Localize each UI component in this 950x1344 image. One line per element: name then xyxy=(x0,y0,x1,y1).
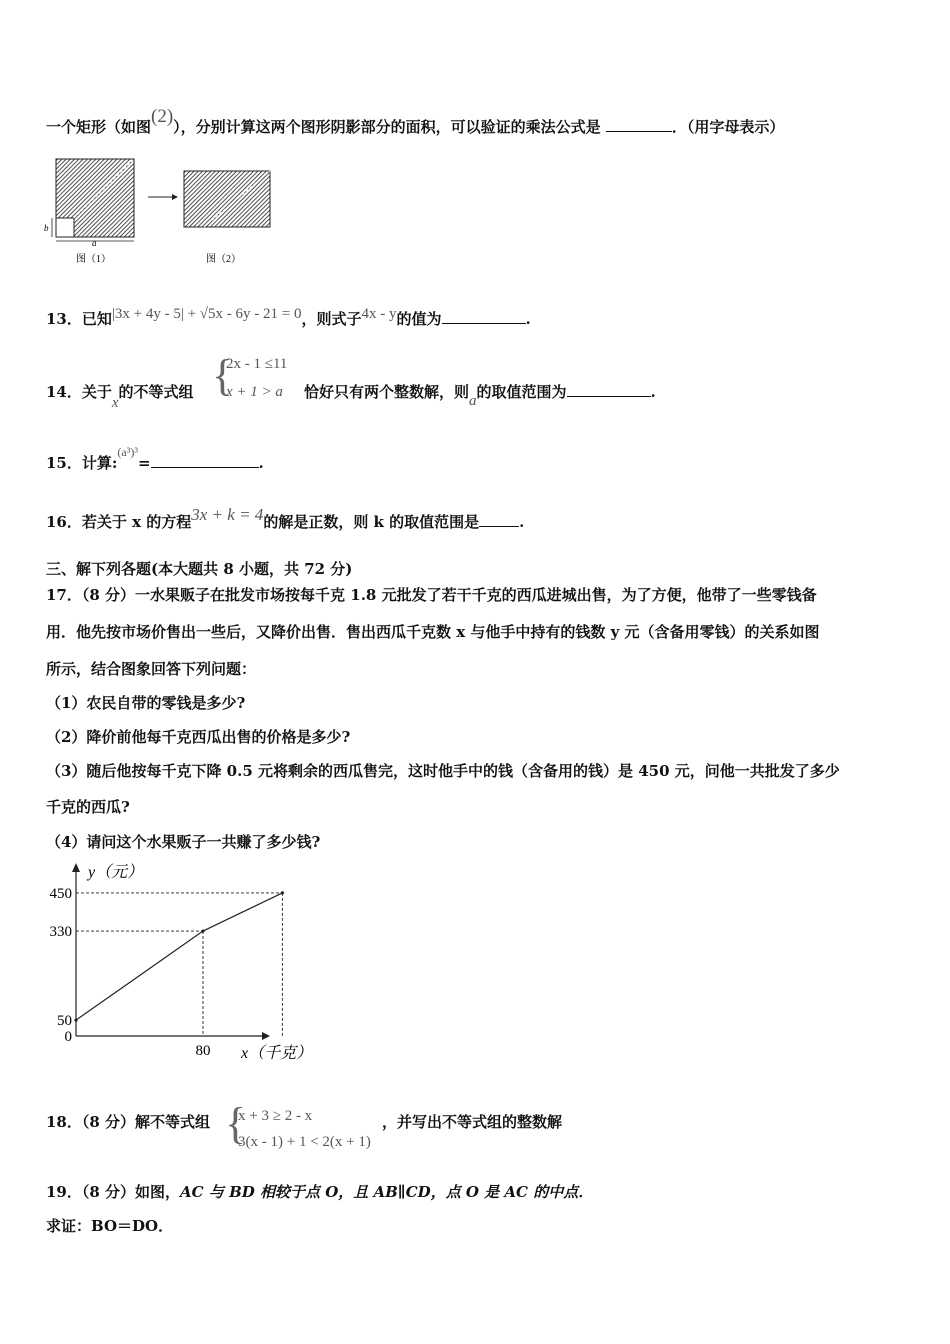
chart-ytick-label: 0 xyxy=(64,1029,72,1045)
q13-text-b: ，则式子 xyxy=(301,310,362,328)
q15-eq: = xyxy=(137,454,151,472)
q12-figures xyxy=(40,155,290,267)
q14-var-a: a xyxy=(469,393,477,409)
q15-end: . xyxy=(258,454,264,472)
section3-heading: 三、解下列各题(本大题共 8 小题，共 72 分) xyxy=(46,560,353,578)
q12-line xyxy=(46,106,785,138)
q13-formula: |3x + 4y - 5| + √5x - 6y - 21 = 0 xyxy=(111,306,302,322)
chart-xtick-label: 80 xyxy=(195,1043,211,1059)
q16-number: 16．若关于 x 的方程 xyxy=(46,513,192,531)
q19-line xyxy=(46,1181,593,1202)
q13-answer-blank[interactable] xyxy=(442,309,526,324)
q12-answer-blank[interactable] xyxy=(606,117,672,132)
q14-brace: { xyxy=(212,351,234,400)
fig1-caption: 图（1） xyxy=(76,254,111,265)
chart-x-arrow xyxy=(262,1032,270,1040)
q15-number: 15．计算: xyxy=(46,454,118,472)
q13-end: . xyxy=(525,310,531,328)
chart-point-2 xyxy=(281,891,284,894)
fig1-label-b: b xyxy=(44,223,49,233)
arrow-head xyxy=(172,194,178,200)
q14-text-b: 的不等式组 xyxy=(118,383,194,401)
q16-end: . xyxy=(519,513,525,531)
q12-text-a: 一个矩形（如图 xyxy=(46,118,152,136)
chart-series-line xyxy=(76,893,282,1020)
fig2-rectangle xyxy=(184,171,270,227)
q12-fig-ref: (2) xyxy=(151,106,174,127)
q19-text: AC 与 BD 相较于点 O，且 AB∥CD，点 O 是 AC 的中点． xyxy=(180,1183,594,1201)
q13-number: 13．已知 xyxy=(46,310,112,328)
q14-text-d: 的取值范围为 xyxy=(476,383,567,401)
fig1-small-square xyxy=(56,218,74,237)
q13-text-c: 的值为 xyxy=(396,310,442,328)
chart-point-1 xyxy=(201,929,204,932)
q17-line2: 用．他先按市场价售出一些后，又降价出售．售出西瓜千克数 x 与他手中持有的钱数 y 元（含备用零钱）的关系如图 xyxy=(46,623,820,641)
chart-y-arrow xyxy=(72,863,80,872)
q14-answer-blank[interactable] xyxy=(567,382,651,397)
q15-answer-blank[interactable] xyxy=(151,453,259,468)
q18-brace: { xyxy=(225,1099,247,1148)
q12-text-b: ），分别计算这两个图形阴影部分的面积，可以验证的乘法公式是 xyxy=(173,118,601,136)
q15-expr: (a³)³ xyxy=(117,445,138,459)
q15-line xyxy=(46,445,264,473)
q19-number: 19．（8 分）如图， xyxy=(46,1183,181,1201)
chart-point-0 xyxy=(74,1019,77,1022)
q12-text-c: ．（用字母表示） xyxy=(671,118,785,136)
chart-y-label: y（元） xyxy=(88,864,144,881)
q14-line xyxy=(46,381,194,411)
q14-line-b xyxy=(304,381,656,409)
q14-number: 14．关于 xyxy=(46,383,112,401)
fig1-label-a: a xyxy=(92,238,97,248)
q13-line xyxy=(46,308,531,329)
chart-x-label: x（千克） xyxy=(241,1045,313,1062)
q17-sub2: （2）降价前他每千克西瓜出售的价格是多少? xyxy=(46,728,351,746)
q16-line xyxy=(46,505,525,532)
q19-proof: 求证：BO＝DO． xyxy=(46,1217,174,1235)
q16-equation: 3x + k = 4 xyxy=(191,505,264,524)
q17-line3: 所示，结合图象回答下列问题： xyxy=(46,660,257,678)
q14-system-line1: 2x - 1 ≤11 xyxy=(226,356,288,372)
q18-system-line2: 3(x - 1) + 1 < 2(x + 1) xyxy=(238,1134,371,1150)
q18-system-line1: x + 3 ≥ 2 - x xyxy=(238,1108,313,1124)
q14-end: . xyxy=(650,383,656,401)
q17-sub4: （4）请问这个水果贩子一共赚了多少钱? xyxy=(46,833,321,851)
q17-sub1: （1）农民自带的零钱是多少? xyxy=(46,694,246,712)
chart-ytick-label: 450 xyxy=(49,885,72,902)
q16-answer-blank[interactable] xyxy=(479,512,519,527)
q17-sub3-line2: 千克的西瓜? xyxy=(46,798,130,816)
q16-text-b: 的解是正数，则 k 的取值范围是 xyxy=(263,513,480,531)
q17-line1: 17．（8 分）一水果贩子在批发市场按每千克 1.8 元批发了若干千克的西瓜进城出售，为了方便，他带了一些零钱备 xyxy=(46,586,817,604)
q13-expr: 4x - y xyxy=(361,306,397,322)
q14-var-x: x xyxy=(111,395,119,411)
q18-number: 18．（8 分）解不等式组 xyxy=(46,1113,211,1131)
q18-text-b: ，并写出不等式组的整数解 xyxy=(382,1113,563,1131)
q17-sub3-line1: （3）随后他按每千克下降 0.5 元将剩余的西瓜售完，这时他手中的钱（含备用的钱）是 450 元，问他一共批发了多少 xyxy=(46,762,840,780)
q17-chart xyxy=(40,856,340,1071)
chart-ytick-label: 330 xyxy=(49,924,72,941)
q14-system-line2: x + 1 > a xyxy=(226,384,283,400)
fig2-caption: 图（2） xyxy=(206,254,241,265)
chart-ytick-label: 50 xyxy=(57,1013,72,1030)
q14-text-c: 恰好只有两个整数解，则 xyxy=(304,383,470,401)
